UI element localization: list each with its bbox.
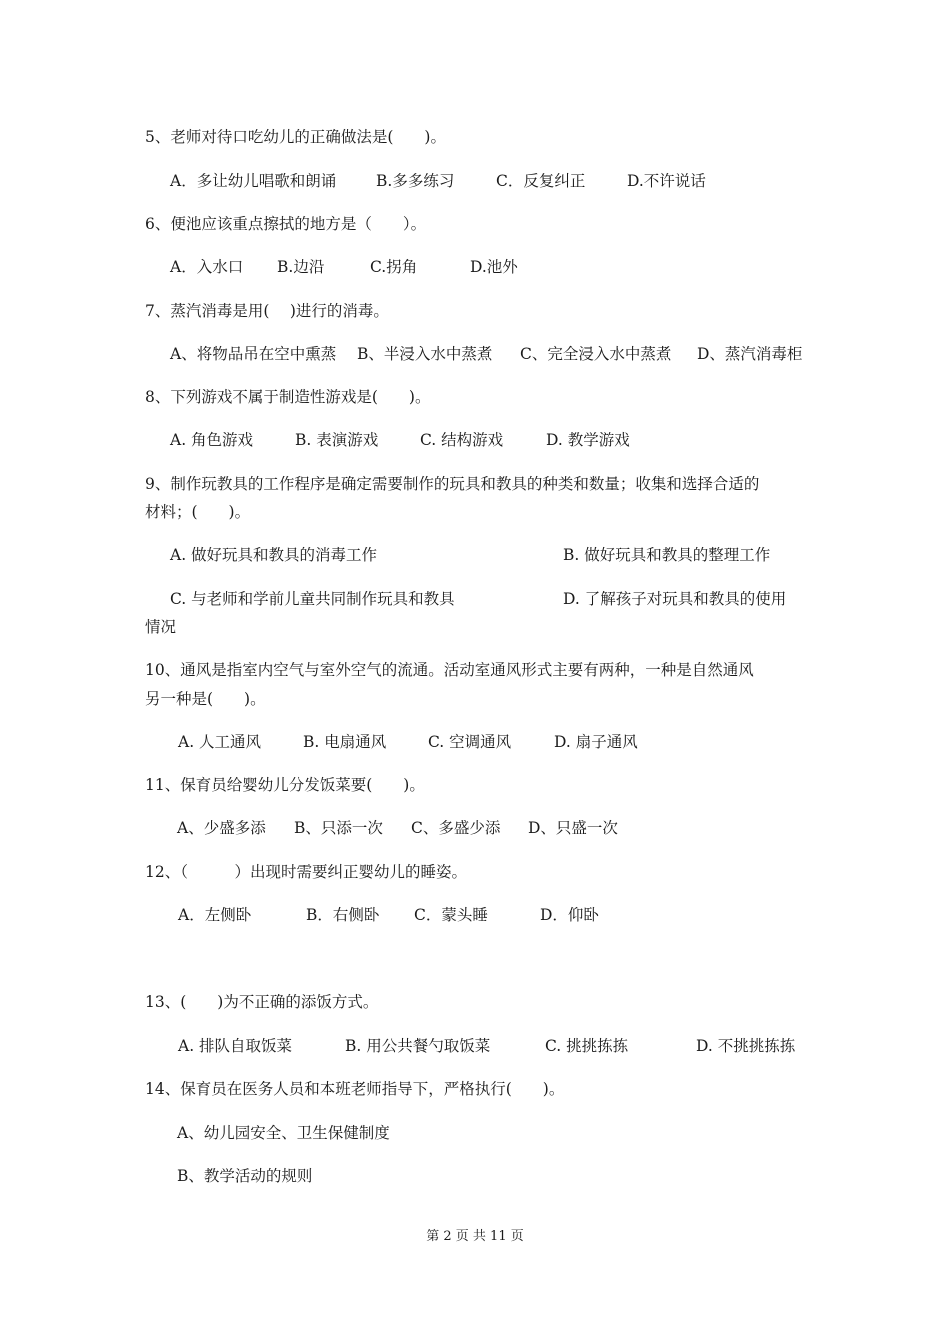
question-9-option-cont: 情况 [145,618,177,636]
question-12-option-c: C．蒙头睡 [414,906,488,924]
question-11-option-a: A、少盛多添 [177,819,266,837]
question-11-stem: 11、保育员给婴幼儿分发饭菜要( )。 [145,776,425,794]
question-13-option-d: D. 不挑挑拣拣 [696,1037,796,1055]
question-9-option-a: A. 做好玩具和教具的消毒工作 [170,546,378,564]
question-7-option-c: C、完全浸入水中蒸煮 [520,345,672,363]
question-13-option-a: A. 排队自取饭菜 [178,1037,293,1055]
question-5-option-b: B.多多练习 [376,172,455,190]
question-8-stem: 8、下列游戏不属于制造性游戏是( )。 [145,388,431,406]
question-14-option-a: A、幼儿园安全、卫生保健制度 [177,1124,390,1142]
question-8-option-a: A. 角色游戏 [170,431,254,449]
question-9-option-d: D. 了解孩子对玩具和教具的使用 [563,590,787,608]
question-5-option-c: C．反复纠正 [496,172,586,190]
question-12-stem: 12、（ ）出现时需要纠正婴幼儿的睡姿。 [145,863,467,881]
question-12-option-a: A．左侧卧 [178,906,252,924]
question-12-option-b: B．右侧卧 [306,906,380,924]
question-8-option-b: B. 表演游戏 [295,431,379,449]
question-6-option-b: B.边沿 [277,258,325,276]
question-10-option-c: C. 空调通风 [428,733,512,751]
page-number-footer: 第 2 页 共 11 页 [426,1229,524,1244]
question-5-stem: 5、老师对待口吃幼儿的正确做法是( )。 [145,128,446,146]
question-7-option-a: A、将物品吊在空中熏蒸 [170,345,337,363]
question-11-option-b: B、只添一次 [294,819,383,837]
question-8-option-d: D. 教学游戏 [546,431,630,449]
question-9-option-b: B. 做好玩具和教具的整理工作 [563,546,771,564]
question-7-option-d: D、蒸汽消毒柜 [697,345,803,363]
question-5-option-d: D.不许说话 [627,172,706,190]
question-6-stem: 6、便池应该重点擦拭的地方是（ ）。 [145,215,427,233]
question-6-option-c: C.拐角 [370,258,418,276]
question-14-stem: 14、保育员在医务人员和本班老师指导下，严格执行( )。 [145,1080,565,1098]
question-9-stem: 9、制作玩教具的工作程序是确定需要制作的玩具和教具的种类和数量；收集和选择合适的 [145,475,760,493]
question-6-option-a: A．入水口 [170,258,244,276]
question-6-option-d: D.池外 [470,258,518,276]
question-13-option-c: C. 挑挑拣拣 [545,1037,629,1055]
question-14-option-b: B、教学活动的规则 [177,1167,313,1185]
question-5-option-a: A．多让幼儿唱歌和朗诵 [170,172,337,190]
question-10-option-d: D. 扇子通风 [554,733,638,751]
question-13-option-b: B. 用公共餐勺取饭菜 [345,1037,491,1055]
question-11-option-c: C、多盛少添 [411,819,501,837]
question-12-option-d: D．仰卧 [540,906,599,924]
question-10-option-b: B. 电扇通风 [303,733,387,751]
question-11-option-d: D、只盛一次 [528,819,618,837]
question-10-stem-cont: 另一种是( )。 [145,690,266,708]
question-7-stem: 7、蒸汽消毒是用( )进行的消毒。 [145,302,389,320]
question-7-option-b: B、半浸入水中蒸煮 [357,345,493,363]
question-13-stem: 13、( )为不正确的添饭方式。 [145,993,379,1011]
question-10-stem: 10、通风是指室内空气与室外空气的流通。活动室通风形式主要有两种，一种是自然通风 [145,661,754,679]
question-9-stem-cont: 材料；( )。 [145,503,251,521]
question-10-option-a: A. 人工通风 [178,733,262,751]
question-9-option-c: C. 与老师和学前儿童共同制作玩具和教具 [170,590,455,608]
question-8-option-c: C. 结构游戏 [420,431,504,449]
